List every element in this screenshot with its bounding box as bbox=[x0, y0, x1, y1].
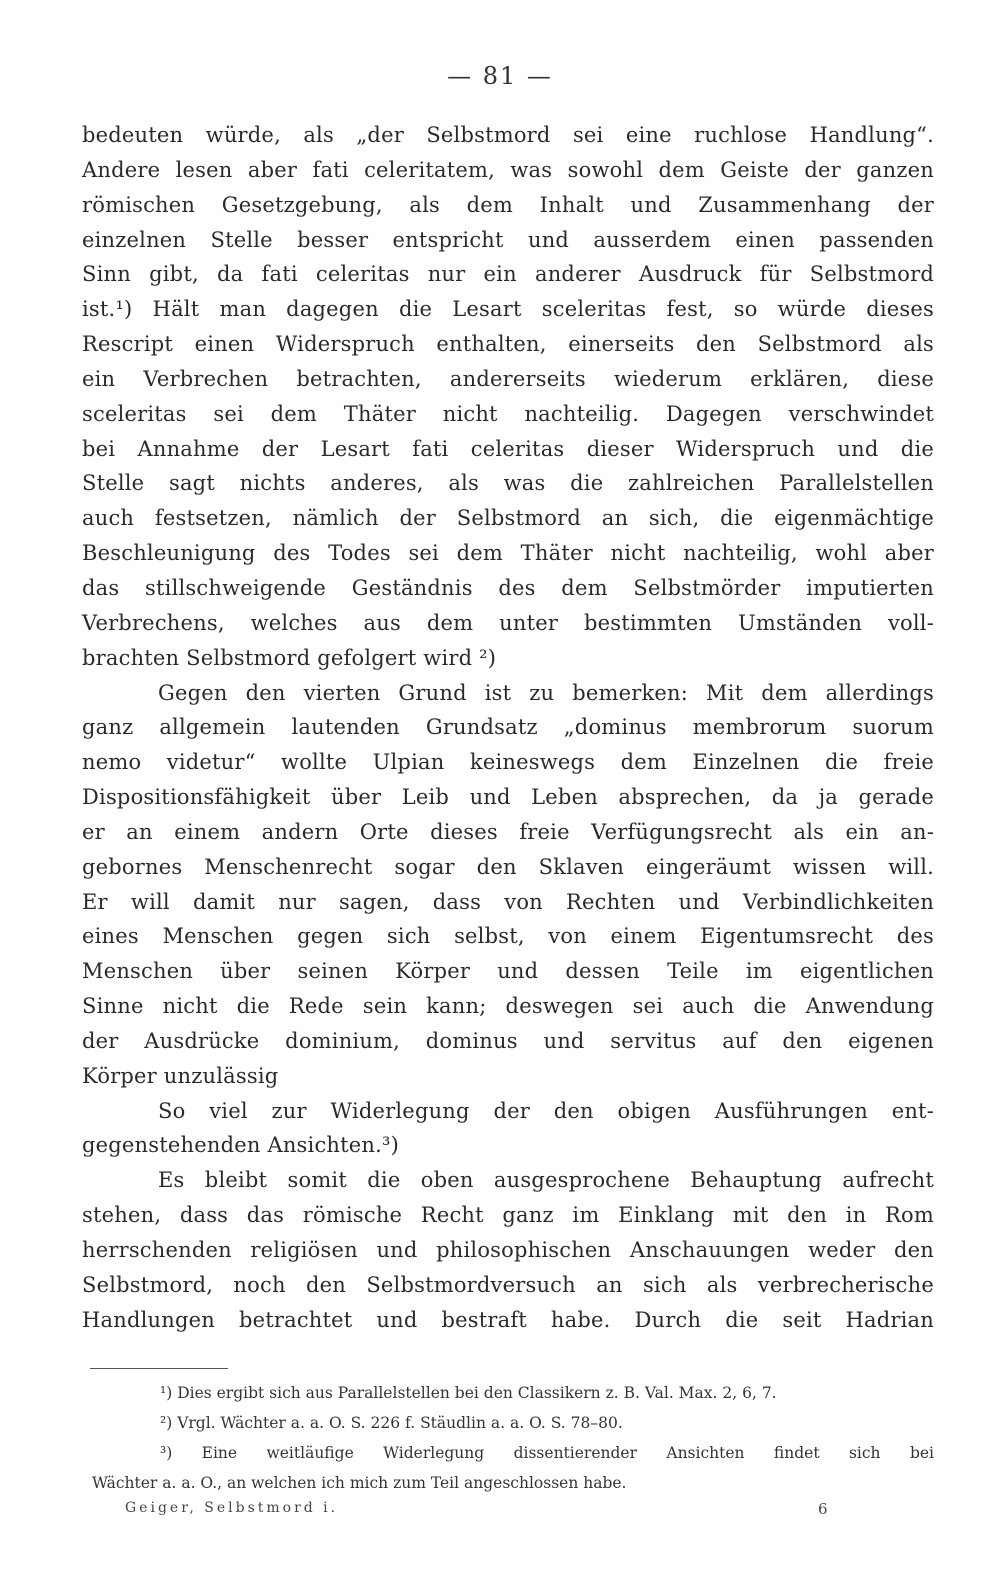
text-line: das stillschweigende Geständnis des dem Selbstmörder imputierten bbox=[82, 575, 934, 600]
text-line: Er will damit nur sagen, dass von Rechten und Verbindlichkeiten bbox=[82, 889, 934, 914]
paragraph-start-line: So viel zur Widerlegung der den obigen Ausführungen ent- bbox=[158, 1098, 934, 1123]
text-line: bei Annahme der Lesart fati celeritas dieser Widerspruch und die bbox=[82, 436, 934, 461]
text-line: auch festsetzen, nämlich der Selbstmord an sich, die eigenmächtige bbox=[82, 506, 934, 531]
footnote-3: ³) Eine weitläufige Widerlegung dissentierender Ansichten findet sich bei bbox=[160, 1444, 934, 1462]
text-line: stehen, dass das römische Recht ganz im Einklang mit den in Rom bbox=[82, 1203, 934, 1228]
footnote-2: ²) Vrgl. Wächter a. a. O. S. 226 f. Stäudlin a. a. O. S. 78–80. bbox=[160, 1414, 623, 1432]
text-line: Beschleunigung des Todes sei dem Thäter nicht nachteilig, wohl aber bbox=[82, 541, 934, 566]
text-line: sceleritas sei dem Thäter nicht nachteilig. Dagegen verschwindet bbox=[82, 401, 934, 426]
text-line: Verbrechens, welches aus dem unter bestimmten Umständen voll- bbox=[82, 610, 934, 635]
text-line: brachten Selbstmord gefolgert wird ²) bbox=[82, 645, 497, 670]
text-line: bedeuten würde, als „der Selbstmord sei eine ruchlose Handlung“. bbox=[82, 123, 934, 147]
text-line: einzelnen Stelle besser entspricht und ausserdem einen passenden bbox=[82, 227, 934, 252]
text-line: ein Verbrechen betrachten, andererseits wiederum erklären, diese bbox=[82, 366, 934, 391]
text-line: Dispositionsfähigkeit über Leib und Leben absprechen, da ja gerade bbox=[82, 785, 934, 810]
text-line: Sinn gibt, da fati celeritas nur ein anderer Ausdruck für Selbstmord bbox=[82, 262, 934, 287]
footnote-divider bbox=[90, 1368, 228, 1369]
text-line: nemo videtur“ wollte Ulpian keineswegs dem Einzelnen die freie bbox=[82, 750, 934, 775]
footnote-3-continuation: Wächter a. a. O., an welchen ich mich zum Teil angeschlossen habe. bbox=[92, 1474, 627, 1492]
text-line: Andere lesen aber fati celeritatem, was sowohl dem Geiste der ganzen bbox=[82, 157, 934, 182]
footnotes bbox=[92, 1378, 934, 1498]
text-line: herrschenden religiösen und philosophischen Anschauungen weder den bbox=[82, 1238, 934, 1262]
footnote-1: ¹) Dies ergibt sich aus Parallelstellen bei den Classikern z. B. Val. Max. 2, 6, 7. bbox=[160, 1384, 777, 1402]
text-line: Rescript einen Widerspruch enthalten, einerseits den Selbstmord als bbox=[82, 332, 934, 357]
text-line: ganz allgemein lautenden Grundsatz „dominus membrorum suorum bbox=[82, 715, 934, 740]
paragraph-start-line: Gegen den vierten Grund ist zu bemerken: Mit dem allerdings bbox=[158, 680, 934, 705]
text-line: Menschen über seinen Körper und dessen Teile im eigentlichen bbox=[82, 959, 934, 984]
sheet-number: 6 bbox=[818, 1500, 828, 1518]
text-line: Stelle sagt nichts anderes, als was die zahlreichen Parallelstellen bbox=[82, 471, 934, 496]
text-line: der Ausdrücke dominium, dominus und servitus auf den eigenen bbox=[82, 1028, 934, 1053]
text-line: Sinne nicht die Rede sein kann; deswegen sei auch die Anwendung bbox=[82, 994, 934, 1019]
paragraph-start-line: Es bleibt somit die oben ausgesprochene Behauptung aufrecht bbox=[158, 1168, 934, 1193]
text-line: gegenstehenden Ansichten.³) bbox=[82, 1133, 400, 1158]
text-line: römischen Gesetzgebung, als dem Inhalt und Zusammenhang der bbox=[82, 192, 934, 217]
text-line: ist.¹) Hält man dagegen die Lesart sceleritas fest, so würde dieses bbox=[82, 297, 934, 322]
text-line: Selbstmord, noch den Selbstmordversuch an sich als verbrecherische bbox=[82, 1272, 934, 1297]
body-text bbox=[82, 118, 934, 1338]
page-number-header: — 81 — bbox=[447, 62, 553, 90]
text-line: er an einem andern Orte dieses freie Verfügungsrecht als ein an- bbox=[82, 819, 934, 844]
text-line: gebornes Menschenrecht sogar den Sklaven eingeräumt wissen will. bbox=[82, 854, 934, 879]
text-line: Körper unzulässig bbox=[82, 1063, 279, 1088]
text-line: Handlungen betrachtet und bestraft habe. Durch die seit Hadrian bbox=[82, 1307, 934, 1332]
printer-signature: Geiger, Selbstmord i. bbox=[125, 1500, 339, 1516]
text-line: eines Menschen gegen sich selbst, von einem Eigentumsrecht des bbox=[82, 924, 934, 949]
